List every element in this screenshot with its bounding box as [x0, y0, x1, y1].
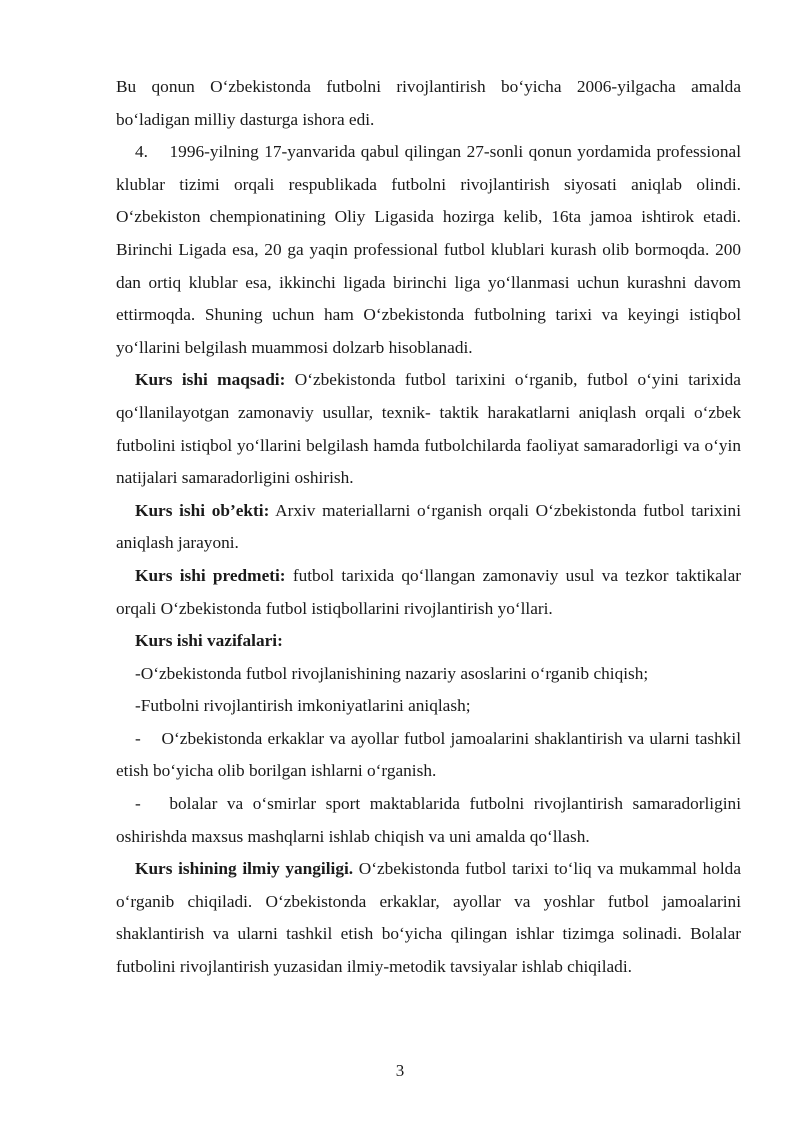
paragraph-goal — [116, 364, 741, 494]
tasks-label: Kurs ishi vazifalari: — [135, 631, 283, 651]
paragraph-subject — [116, 560, 741, 625]
subject-label: Kurs ishi predmeti: — [135, 565, 286, 585]
goal-text: O‘zbekistonda futbol tarixini o‘rganib, futbol o‘yini tarixida qo‘llanilayotgan zamonaviy usullar, texnik- taktik harakatlarni aniqlash orqali o‘zbek futbolini istiqbol yo‘llarini belgilash hamda futbolchilarda faoliyat samaradorligi va o‘yin natijalari samaradorligini oshirish. — [116, 370, 741, 488]
subject-text: futbol tarixida qo‘llangan zamonaviy usul va tezkor taktikalar orqali O‘zbekistonda futbol istiqbollarini rivojlantirish yo‘llari. — [116, 565, 741, 618]
task-item-1: -O‘zbekistonda futbol rivojlanishining nazariy asoslarini o‘rganib chiqish; — [135, 663, 649, 683]
task-item-4: - bolalar va o‘smirlar sport maktablarida futbolni rivojlantirish samaradorligini oshirishda maxsus mashqlarni ishlab chiqish va uni amalda qo‘llash. — [116, 794, 741, 846]
novelty-text: O‘zbekistonda futbol tarixi to‘liq va mukammal holda o‘rganib chiqiladi. O‘zbekistonda erkaklar, ayollar va yoshlar futbol jamoalarini shaklantirish va ularni tashkil etish bo‘yicha qilingan ishlar tizimga solinadi. Bolalar futbolini rivojlantirish yuzasidan ilmiy-metodik tavsiyalar ishlab chiqiladi. — [116, 859, 741, 977]
task-item-2: -Futbolni rivojlantirish imkoniyatlarini aniqlash; — [135, 696, 471, 716]
task-item-3: - O‘zbekistonda erkaklar va ayollar futbol jamoalarini shaklantirish va ularni tashkil etish bo‘yicha olib borilgan ishlarni o‘rganish. — [116, 728, 741, 781]
document-body — [116, 71, 741, 984]
tasks-heading — [116, 625, 741, 658]
paragraph-novelty — [116, 853, 741, 983]
paragraph-intro: Bu qonun O‘zbekistonda futbolni rivojlantirish bo‘yicha 2006-yilgacha amalda bo‘ladigan milliy dasturga ishora edi. — [116, 77, 741, 129]
object-label: Kurs ishi ob’ekti: — [135, 500, 270, 520]
goal-label: Kurs ishi maqsadi: — [135, 370, 286, 390]
paragraph-object — [116, 495, 741, 560]
object-text: Arxiv materiallarni o‘rganish orqali O‘zbekistonda futbol tarixini aniqlash jarayoni. — [116, 500, 741, 553]
novelty-label: Kurs ishining ilmiy yangiligi. — [135, 859, 354, 879]
paragraph-law-1996: 4. 1996-yilning 17-yanvarida qabul qilingan 27-sonli qonun yordamida professional klublar tizimi orqali respublikada futbolni rivojlantirish siyosati aniqlab olindi. O‘zbekiston chempionatining Oliy Ligasida hozirga kelib, 16ta jamoa ishtirok etadi. Birinchi Ligada esa, 20 ga yaqin professional futbol klublari kurash olib bormoqda. 200 dan ortiq klublar esa, ikkinchi ligada birinchi liga yo‘llanmasi uchun kurashni davom ettirmoqda. Shuning uchun ham O‘zbekistonda futbolning tarixi va keyingi istiqbol yo‘llarini belgilash muammosi dolzarb hisoblanadi. — [116, 142, 741, 357]
page-number: 3 — [395, 1061, 405, 1080]
